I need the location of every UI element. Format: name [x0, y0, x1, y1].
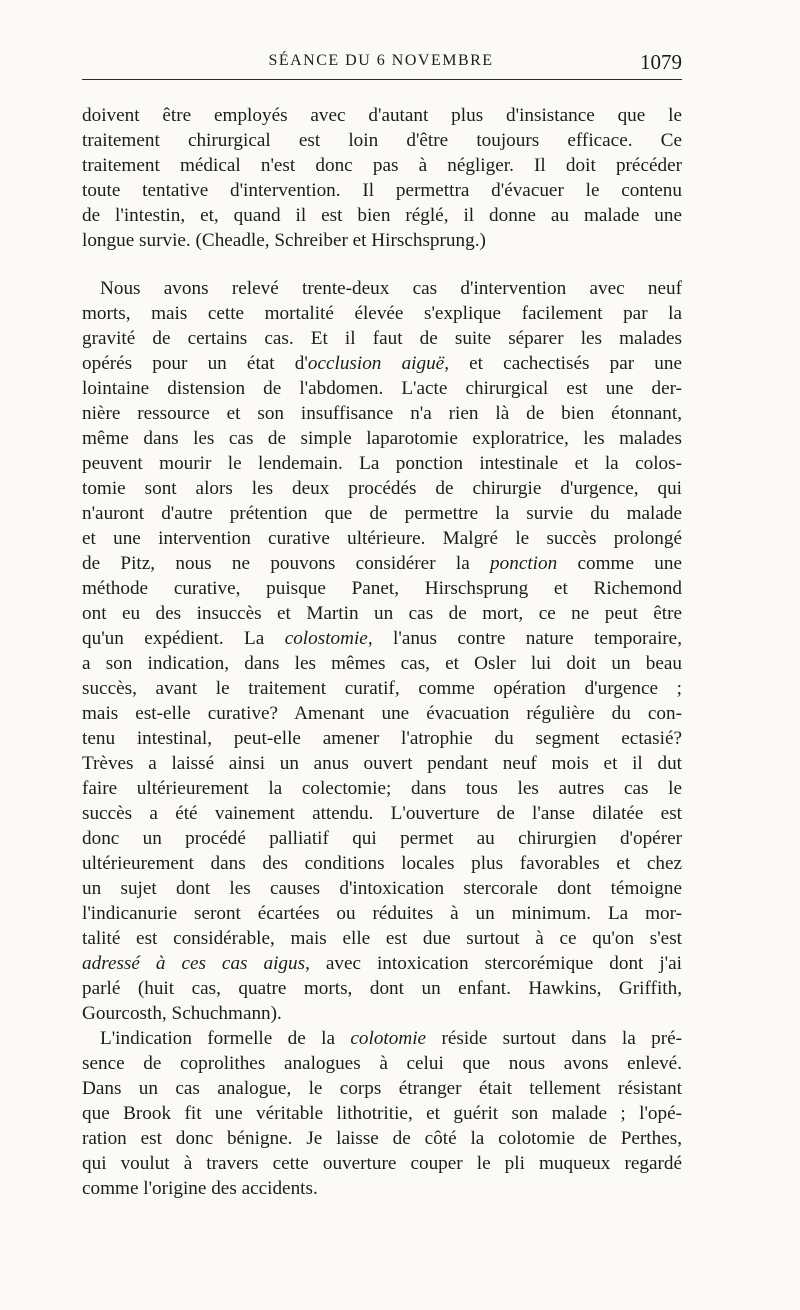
text-line	[82, 601, 682, 626]
text-segment: méthode curative, puisque Panet, Hirschsprung et Richemond	[82, 578, 682, 599]
text-segment: mais est-elle curative? Amenant une évacuation régulière du con-	[82, 703, 682, 724]
text-line	[82, 476, 682, 501]
text-line	[82, 1051, 682, 1076]
italic-text: colostomie	[284, 628, 368, 649]
text-segment: un sujet dont les causes d'intoxication stercorale dont témoigne	[82, 878, 682, 899]
text-segment: succès, avant le traitement curatif, comme opération d'urgence ;	[82, 678, 682, 699]
text-segment: toute tentative d'intervention. Il permettra d'évacuer le contenu	[82, 180, 682, 201]
text-line	[82, 526, 682, 551]
text-segment: , l'anus contre nature temporaire,	[367, 628, 682, 649]
text-segment: de Pitz, nous ne pouvons considérer la	[82, 553, 491, 574]
text-line	[82, 976, 682, 1001]
text-line	[82, 876, 682, 901]
text-segment: ont eu des insuccès et Martin un cas de mort, ce ne peut être	[82, 603, 682, 624]
text-line	[82, 203, 682, 228]
text-segment: Dans un cas analogue, le corps étranger était tellement résistant	[82, 1078, 682, 1099]
paragraph	[82, 276, 682, 1026]
text-line	[82, 1026, 682, 1051]
text-segment: Nous avons relevé trente-deux cas d'intervention avec neuf	[100, 278, 682, 299]
text-line	[82, 451, 682, 476]
text-line	[82, 1001, 682, 1026]
text-line	[82, 1101, 682, 1126]
text-line	[82, 1126, 682, 1151]
text-segment: Trèves a laissé ainsi un anus ouvert pendant neuf mois et il dut	[82, 753, 682, 774]
text-segment: , avec intoxication stercorémique dont j'ai	[305, 953, 682, 974]
text-line	[82, 651, 682, 676]
paragraph-gap	[82, 253, 682, 276]
running-header	[80, 50, 682, 78]
text-line	[82, 801, 682, 826]
text-line	[82, 951, 682, 976]
text-line	[82, 276, 682, 301]
text-line	[82, 351, 682, 376]
text-segment: ultérieurement dans des conditions locales plus favorables et chez	[82, 853, 682, 874]
text-segment: opérés pour un état d'	[82, 353, 308, 374]
text-segment: talité est considérable, mais elle est due surtout à ce qu'on s'est	[82, 928, 682, 949]
text-segment: qui voulut à travers cette ouverture couper le pli muqueux regardé	[82, 1153, 682, 1174]
header-rule	[82, 79, 682, 80]
text-segment: réside surtout dans la pré-	[426, 1028, 682, 1049]
text-segment: traitement chirurgical est loin d'être toujours efficace. Ce	[82, 130, 682, 151]
text-segment: faire ultérieurement la colectomie; dans tous les autres cas le	[82, 778, 682, 799]
text-line	[82, 426, 682, 451]
text-line	[82, 901, 682, 926]
text-line	[82, 401, 682, 426]
text-segment: succès a été vainement attendu. L'ouverture de l'anse dilatée est	[82, 803, 682, 824]
text-line	[82, 576, 682, 601]
text-segment: n'auront d'autre prétention que de permettre la survie du malade	[82, 503, 682, 524]
text-segment: gravité de certains cas. Et il faut de suite séparer les malades	[82, 328, 682, 349]
text-line	[82, 501, 682, 526]
text-segment: donc un procédé palliatif qui permet au chirurgien d'opérer	[82, 828, 682, 849]
text-line	[82, 776, 682, 801]
text-line	[82, 228, 682, 253]
text-line	[82, 851, 682, 876]
text-line	[82, 326, 682, 351]
text-segment: tenu intestinal, peut-elle amener l'atrophie du segment ectasié?	[82, 728, 682, 749]
text-segment: Gourcosth, Schuchmann).	[82, 1003, 282, 1024]
text-segment: sence de coprolithes analogues à celui que nous avons enlevé.	[82, 1053, 682, 1074]
italic-text: ponction	[490, 553, 558, 574]
italic-text: adressé à ces cas aigus	[82, 953, 306, 974]
text-line	[82, 1151, 682, 1176]
running-title: SÉANCE DU 6 NOVEMBRE	[268, 52, 494, 69]
text-segment: de l'intestin, et, quand il est bien réglé, il donne au malade une	[82, 205, 682, 226]
text-line	[82, 128, 682, 153]
text-line	[82, 701, 682, 726]
text-line	[82, 1076, 682, 1101]
paragraph	[82, 1026, 682, 1201]
text-segment: doivent être employés avec d'autant plus d'insistance que le	[82, 105, 682, 126]
text-segment: et une intervention curative ultérieure. Malgré le succès prolongé	[82, 528, 682, 549]
text-line	[82, 626, 682, 651]
text-line	[82, 751, 682, 776]
text-line	[82, 153, 682, 178]
text-line	[82, 376, 682, 401]
text-line	[82, 726, 682, 751]
text-line	[82, 926, 682, 951]
text-segment: comme une	[557, 553, 682, 574]
text-segment: même dans les cas de simple laparotomie exploratrice, les malades	[82, 428, 682, 449]
page-number: 1079	[640, 50, 682, 74]
text-segment: parlé (huit cas, quatre morts, dont un enfant. Hawkins, Griffith,	[82, 978, 682, 999]
text-segment: l'indicanurie seront écartées ou réduites à un minimum. La mor-	[82, 903, 682, 924]
text-segment: peuvent mourir le lendemain. La ponction intestinale et la colos-	[82, 453, 682, 474]
text-segment: a son indication, dans les mêmes cas, et Osler lui doit un beau	[82, 653, 682, 674]
text-segment: traitement médical n'est donc pas à négliger. Il doit précéder	[82, 155, 682, 176]
text-line	[82, 103, 682, 128]
paragraph	[82, 103, 682, 253]
italic-text: colotomie	[350, 1028, 427, 1049]
text-segment: longue survie. (Cheadle, Schreiber et Hirschsprung.)	[82, 230, 486, 251]
text-segment: nière ressource et son insuffisance n'a rien là de bien étonnant,	[82, 403, 682, 424]
text-segment: lointaine distension de l'abdomen. L'acte chirurgical est une der-	[82, 378, 682, 399]
italic-text: occlusion aiguë	[307, 353, 445, 374]
text-line	[82, 301, 682, 326]
text-line	[82, 178, 682, 203]
text-segment: , et cachectisés par une	[444, 353, 683, 374]
text-segment: ration est donc bénigne. Je laisse de côté la colotomie de Perthes,	[82, 1128, 682, 1149]
text-line	[82, 551, 682, 576]
text-segment: qu'un expédient. La	[82, 628, 285, 649]
text-segment: morts, mais cette mortalité élevée s'explique facilement par la	[82, 303, 682, 324]
body-text	[82, 103, 682, 1201]
text-line	[82, 1176, 682, 1201]
text-segment: que Brook fit une véritable lithotritie, et guérit son malade ; l'opé-	[82, 1103, 682, 1124]
text-line	[82, 676, 682, 701]
text-segment: L'indication formelle de la	[100, 1028, 351, 1049]
text-segment: comme l'origine des accidents.	[82, 1178, 318, 1199]
text-segment: tomie sont alors les deux procédés de chirurgie d'urgence, qui	[82, 478, 682, 499]
text-line	[82, 826, 682, 851]
